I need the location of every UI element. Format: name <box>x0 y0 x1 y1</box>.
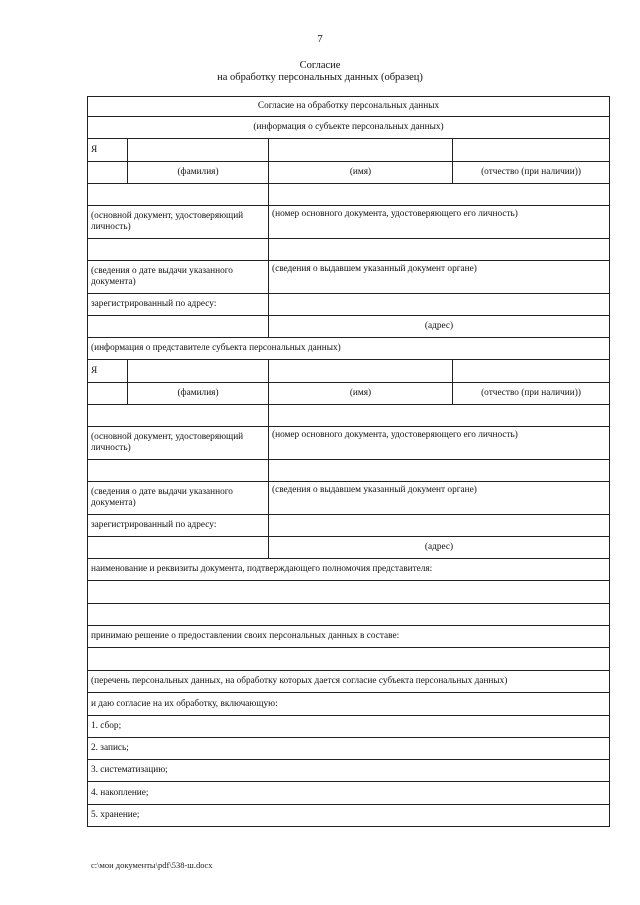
surname-caption: (фамилия) <box>128 162 269 184</box>
subject-surname-field[interactable] <box>128 139 269 162</box>
subject-info-row <box>88 117 610 139</box>
address-caption: (адрес) <box>269 537 610 559</box>
rep-doc-number-field[interactable] <box>269 405 610 427</box>
subject-issue-input-row <box>88 239 610 261</box>
authority-doc-label: наименование и реквизиты документа, подтверждающего полномочия представителя: <box>88 559 610 581</box>
subject-registered-row <box>88 294 610 316</box>
rep-issue-caption-row <box>88 482 610 515</box>
processing-item-row <box>88 716 610 738</box>
rep-doc-field[interactable] <box>88 405 269 427</box>
rep-doc-input-row <box>88 405 610 427</box>
rep-issuing-body-field[interactable] <box>269 460 610 482</box>
authority-doc-input-row-1 <box>88 581 610 604</box>
form-header-row <box>88 97 610 117</box>
subject-address-field[interactable] <box>269 294 610 316</box>
subject-info-label: (информация о субъекте персональных данных) <box>88 117 610 139</box>
pd-list-field[interactable] <box>88 648 610 671</box>
issue-date-caption: (сведения о дате выдачи указанного документа) <box>88 482 269 515</box>
pd-list-caption: (перечень персональных данных, на обработку которых дается согласие субъекта персональных данных) <box>88 671 610 693</box>
subject-address-caption-row <box>88 316 610 338</box>
rep-doc-caption-row <box>88 427 610 460</box>
subject-fio-input-row <box>88 139 610 162</box>
issuing-body-caption: (сведения о выдавшем указанный документ органе) <box>269 261 610 294</box>
page-number: 7 <box>317 33 323 45</box>
processing-item-row <box>88 805 610 827</box>
pd-list-input-row <box>88 648 610 671</box>
registered-label: зарегистрированный по адресу: <box>88 515 269 537</box>
document-title <box>0 60 640 84</box>
processing-item-row <box>88 738 610 760</box>
authority-doc-row <box>88 559 610 581</box>
rep-patronymic-field[interactable] <box>453 360 610 383</box>
subject-name-field[interactable] <box>269 139 453 162</box>
name-caption: (имя) <box>269 383 453 405</box>
address-caption: (адрес) <box>269 316 610 338</box>
processing-item-row <box>88 782 610 805</box>
authority-doc-field-2[interactable] <box>88 604 610 626</box>
name-caption: (имя) <box>269 162 453 184</box>
processing-item: 4. накопление; <box>88 782 610 805</box>
representative-info-row <box>88 338 610 360</box>
file-path-footer: c:\мои документы\pdf\538-ш.docx <box>91 860 213 870</box>
consent-row <box>88 693 610 716</box>
consent-label: и даю согласие на их обработку, включающую: <box>88 693 610 716</box>
ya-label: Я <box>88 139 128 162</box>
issue-date-caption: (сведения о дате выдачи указанного документа) <box>88 261 269 294</box>
rep-address-field[interactable] <box>269 515 610 537</box>
form-header: Согласие на обработку персональных данных <box>88 97 610 117</box>
issuing-body-caption: (сведения о выдавшем указанный документ органе) <box>269 482 610 515</box>
consent-form-table <box>87 96 610 827</box>
rep-fio-caption-row <box>88 383 610 405</box>
rep-address-caption-row <box>88 537 610 559</box>
rep-issue-input-row <box>88 460 610 482</box>
processing-item: 1. сбор; <box>88 716 610 738</box>
rep-surname-field[interactable] <box>128 360 269 383</box>
decision-row <box>88 626 610 648</box>
representative-info-label: (информация о представителе субъекта персональных данных) <box>88 338 610 360</box>
patronymic-caption: (отчество (при наличии)) <box>453 383 610 405</box>
subject-doc-caption-row <box>88 206 610 239</box>
main-doc-caption: (основной документ, удостоверяющий личность) <box>88 206 269 239</box>
processing-item: 3. систематизацию; <box>88 760 610 782</box>
rep-fio-input-row <box>88 360 610 383</box>
decision-label: принимаю решение о предоставлении своих персональных данных в составе: <box>88 626 610 648</box>
title-line-2: на обработку персональных данных (образец) <box>217 72 423 83</box>
rep-issue-date-field[interactable] <box>88 460 269 482</box>
processing-item-row <box>88 760 610 782</box>
processing-item: 2. запись; <box>88 738 610 760</box>
main-doc-number-caption: (номер основного документа, удостоверяющего его личность) <box>269 427 610 460</box>
surname-caption: (фамилия) <box>128 383 269 405</box>
subject-doc-input-row <box>88 184 610 206</box>
subject-issue-caption-row <box>88 261 610 294</box>
subject-patronymic-field[interactable] <box>453 139 610 162</box>
authority-doc-field-1[interactable] <box>88 581 610 604</box>
subject-issue-date-field[interactable] <box>88 239 269 261</box>
subject-doc-number-field[interactable] <box>269 184 610 206</box>
processing-item: 5. хранение; <box>88 805 610 827</box>
authority-doc-input-row-2 <box>88 604 610 626</box>
registered-label: зарегистрированный по адресу: <box>88 294 269 316</box>
subject-fio-caption-row <box>88 162 610 184</box>
main-doc-caption: (основной документ, удостоверяющий личность) <box>88 427 269 460</box>
patronymic-caption: (отчество (при наличии)) <box>453 162 610 184</box>
title-line-1: Согласие <box>299 60 341 71</box>
subject-doc-field[interactable] <box>88 184 269 206</box>
rep-name-field[interactable] <box>269 360 453 383</box>
rep-registered-row <box>88 515 610 537</box>
main-doc-number-caption: (номер основного документа, удостоверяющего его личность) <box>269 206 610 239</box>
subject-issuing-body-field[interactable] <box>269 239 610 261</box>
ya-label: Я <box>88 360 128 383</box>
pd-list-caption-row <box>88 671 610 693</box>
